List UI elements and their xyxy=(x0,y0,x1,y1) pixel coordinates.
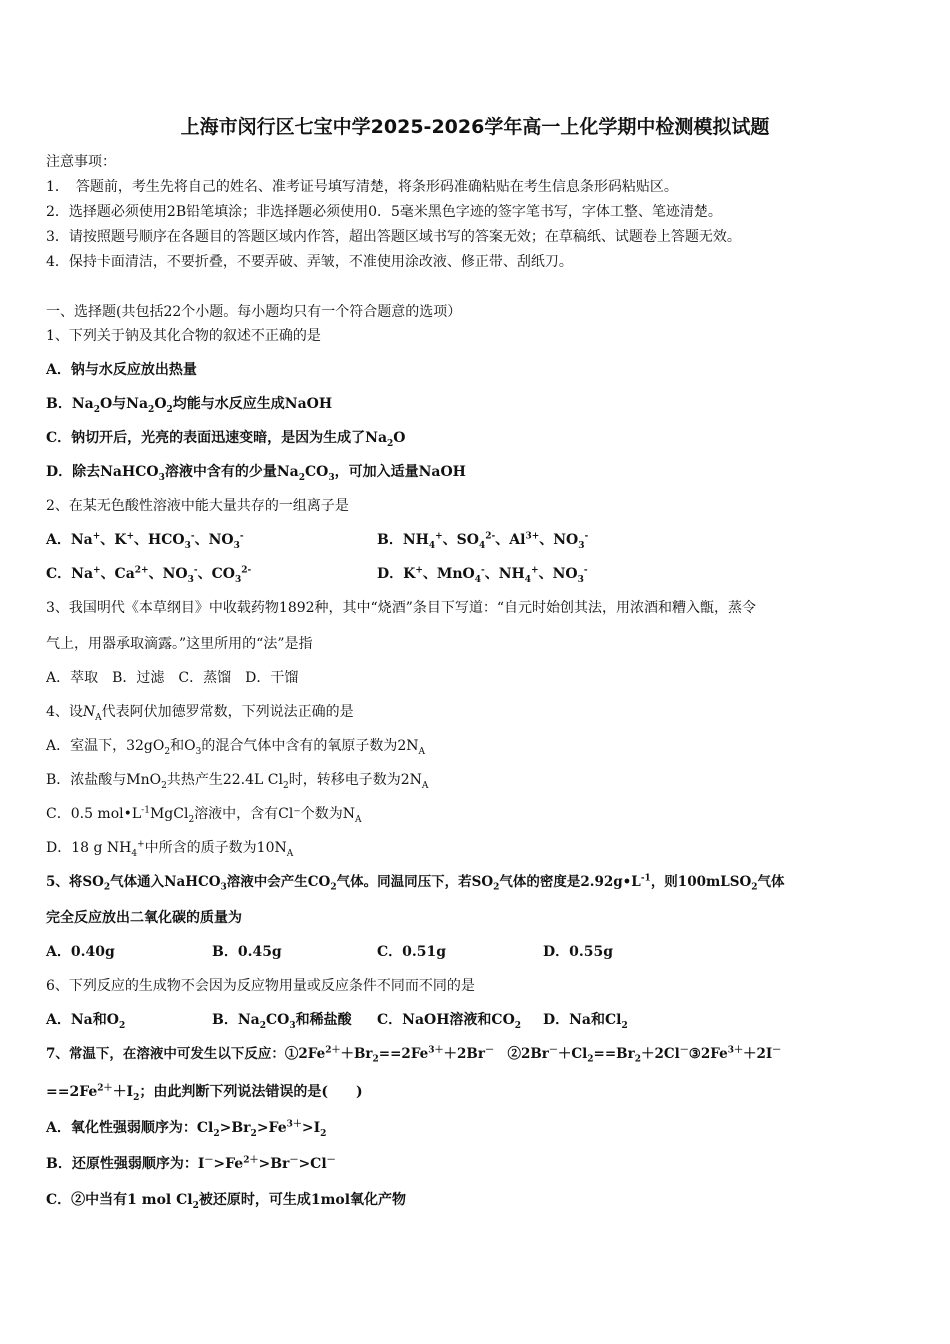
q1-option-c: C．钠切开后，光亮的表面迅速变暗，是因为生成了$Na_2O$ xyxy=(46,430,406,449)
q5-option-a: A．0.40g xyxy=(46,944,115,960)
q1-option-b: B．$Na_2O$与$Na_2O_2$均能与水反应生成NaOH xyxy=(46,396,333,415)
section-heading: 一、选择题(共包括22个小题。每小题均只有一个符合题意的选项） xyxy=(46,304,462,320)
q4-option-c: C．0.5 $mol•L^{-1}MgCl_2$溶液中，含有Cl⁻个数为$N_A$ xyxy=(46,805,362,825)
question-4-stem: 4、设$N_A$代表阿伏加德罗常数，下列说法正确的是 xyxy=(46,704,354,723)
question-5-stem-line-1: 5、将$SO_2$气体通入NaHCO$_3$溶液中会产生$CO_2$气体。同温同压下，若$SO_2$气体的密度是$2.92g•L^{-1}$，则100mLSO$_2$气体 xyxy=(46,873,785,893)
q2-option-c: C．Na+、$Ca^{2+}$、$NO_3^-$、$CO_3^{2-}$ xyxy=(46,565,252,585)
q3-options: A．萃取 B．过滤 C．蒸馏 D．干馏 xyxy=(46,670,299,686)
q1-option-a: A．钠与水反应放出热量 xyxy=(46,362,197,378)
question-7-stem-line-1: 7、常温下，在溶液中可发生以下反应：$①2Fe^{2+}+Br_2==2Fe^{3+}+2Br^-$ $②2Br^-+Cl_2==Br_2+2Cl^-③2Fe^{3+}+2I^-$ xyxy=(46,1045,782,1065)
question-3-stem-line-1: 3、我国明代《本草纲目》中收载药物1892种，其中“烧酒”条目下写道：“自元时始创其法，用浓酒和糟入甑，蒸令 xyxy=(46,600,757,616)
question-6-stem: 6、下列反应的生成物不会因为反应物用量或反应条件不同而不同的是 xyxy=(46,978,475,994)
question-3-stem-line-2: 气上，用器承取滴露。”这里所用的“法”是指 xyxy=(46,636,313,652)
q5-option-c: C．0.51g xyxy=(377,944,447,960)
notice-item-4: 4．保持卡面清洁，不要折叠，不要弄破、弄皱，不准使用涂改液、修正带、刮纸刀。 xyxy=(46,254,573,270)
notice-heading: 注意事项： xyxy=(46,154,116,170)
q6-option-b: B．$Na_2CO_3$和稀盐酸 xyxy=(212,1012,352,1031)
page-title: 上海市闵行区七宝中学2025-2026学年高一上化学期中检测模拟试题 xyxy=(180,116,770,138)
q7-option-c: C．②中当有1 mol $Cl_2$被还原时，可生成1mol氧化产物 xyxy=(46,1192,407,1211)
question-5-stem-line-2: 完全反应放出二氧化碳的质量为 xyxy=(46,910,242,926)
notice-item-3: 3．请按照题号顺序在各题目的答题区域内作答，超出答题区域书写的答案无效；在草稿纸、试题卷上答题无效。 xyxy=(46,229,741,245)
q6-option-d: D．Na和$Cl_2$ xyxy=(543,1012,628,1031)
q2-option-b: B．$NH_4^+$、$SO_4^{2-}$、$Al^{3+}$、$NO_3^-$ xyxy=(377,531,589,551)
q2-option-a: A．Na+、K+、$HCO_3^-$、$NO_3^-$ xyxy=(46,531,244,551)
q7-option-a: A．氧化性强弱顺序为：$Cl_2>Br_2>Fe^{3+}>I_2$ xyxy=(46,1119,327,1139)
question-7-stem-line-2: $==2Fe^{2+}+I_2$；由此判断下列说法错误的是( ) xyxy=(46,1083,363,1103)
q2-option-d: D．K+、MnO$_4$-、$NH_4^+$、$NO_3^-$ xyxy=(377,565,588,585)
q4-option-a: A．室温下，$32gO_2$和$O_3$的混合气体中含有的氧原子数为$2N_A$ xyxy=(46,738,425,757)
q4-option-d: D．18 g $NH_4^+$中所含的质子数为$10N_A$ xyxy=(46,839,294,859)
question-2-stem: 2、在某无色酸性溶液中能大量共存的一组离子是 xyxy=(46,498,349,514)
q4-option-b: B．浓盐酸与MnO$_2$共热产生22.4L $Cl_2$时，转移电子数为$2N_A$ xyxy=(46,772,429,791)
notice-item-1: 1． 答题前，考生先将自己的姓名、准考证号填写清楚，将条形码准确粘贴在考生信息条形码粘贴区。 xyxy=(46,179,678,195)
q1-option-d: D．除去NaHCO$_3$溶液中含有的少量$Na_2CO_3$，可加入适量NaOH xyxy=(46,464,466,483)
q5-option-d: D．0.55g xyxy=(543,944,614,960)
q7-option-b: B．还原性强弱顺序为：$I^->Fe^{2+}>Br^->Cl^-$ xyxy=(46,1155,336,1172)
q6-option-c: C．NaOH溶液和$CO_2$ xyxy=(377,1012,522,1031)
q5-option-b: B．0.45g xyxy=(212,944,282,960)
question-1-stem: 1、下列关于钠及其化合物的叙述不正确的是 xyxy=(46,328,321,344)
notice-item-2: 2．选择题必须使用2B铅笔填涂；非选择题必须使用0．5毫米黑色字迹的签字笔书写，字体工整、笔迹清楚。 xyxy=(46,204,722,220)
q6-option-a: A．Na和$O_2$ xyxy=(46,1012,126,1031)
